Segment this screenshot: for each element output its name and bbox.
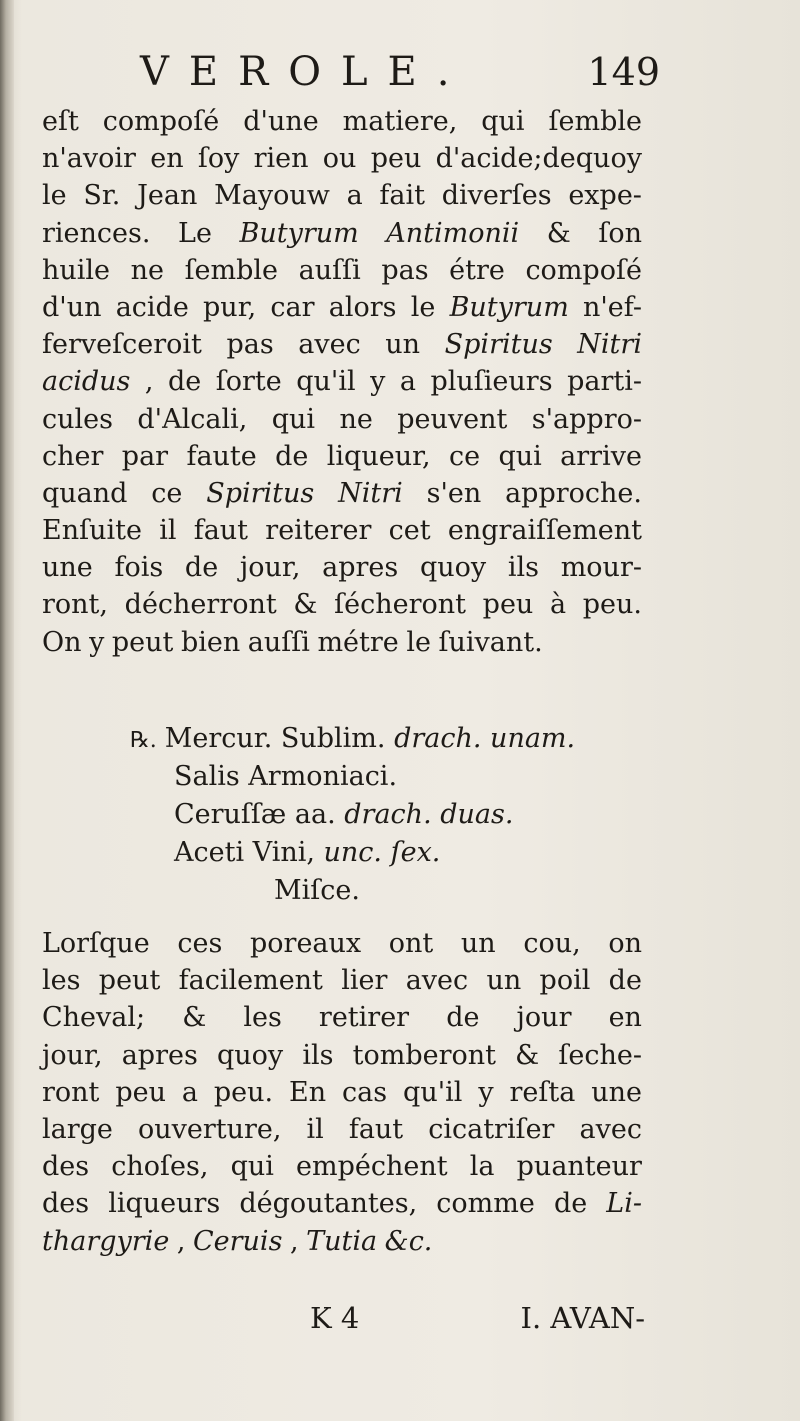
word: Nitri xyxy=(338,477,403,509)
word: un xyxy=(460,928,496,959)
word: la xyxy=(469,1151,495,1183)
word: Cheval; xyxy=(42,1002,146,1034)
word: eſt xyxy=(42,106,79,137)
word: quoy xyxy=(216,1039,284,1071)
word: qui xyxy=(271,403,316,435)
word: parti- xyxy=(567,366,642,398)
text-line xyxy=(42,475,642,512)
text-line xyxy=(42,289,642,326)
word: rien xyxy=(253,143,309,175)
word: y xyxy=(89,626,105,658)
word: , xyxy=(176,1225,186,1257)
text-line xyxy=(42,512,642,549)
word: reiterer xyxy=(265,515,372,547)
text-line xyxy=(42,103,642,140)
word: expe- xyxy=(568,180,642,212)
word: & xyxy=(293,589,318,621)
text-line xyxy=(42,177,642,214)
word: pur, xyxy=(203,291,257,323)
word: en xyxy=(150,143,184,175)
word: peu xyxy=(370,143,422,175)
word: Enſuite xyxy=(42,515,142,547)
word: ſeche- xyxy=(558,1039,642,1071)
paragraph-1 xyxy=(42,103,642,661)
word: il xyxy=(159,515,177,547)
word: Ceruis xyxy=(193,1225,283,1257)
word: à xyxy=(549,589,567,621)
word: &c. xyxy=(384,1225,433,1257)
word: n'avoir xyxy=(42,143,136,175)
word: de xyxy=(553,1188,588,1220)
text-line xyxy=(42,549,642,586)
word: Spiritus xyxy=(206,477,315,509)
word: cher xyxy=(42,440,104,472)
word: un xyxy=(486,965,522,997)
recipe-misce: Miſce. xyxy=(274,875,360,906)
word: On xyxy=(42,626,82,658)
word: ne xyxy=(130,254,164,286)
word: empéchent xyxy=(296,1151,448,1183)
word: de xyxy=(446,1002,480,1034)
running-title: VEROLE. xyxy=(140,49,470,95)
word: liqueur, xyxy=(326,440,431,472)
word: cou, xyxy=(523,928,581,959)
word: ſon xyxy=(598,217,642,249)
word: thargyrie xyxy=(42,1225,170,1257)
word: car xyxy=(270,291,315,323)
catchword: I. AVAN- xyxy=(520,1301,645,1335)
word: ce xyxy=(151,477,183,509)
word: ſemble xyxy=(548,106,642,137)
word: le xyxy=(406,626,431,658)
word: ſoy xyxy=(197,143,240,175)
recipe-prescription xyxy=(130,720,590,910)
word: & xyxy=(182,1002,207,1034)
word: puanteur xyxy=(516,1151,642,1183)
text-line xyxy=(42,363,642,400)
word: ront xyxy=(42,1076,100,1108)
word: quoy xyxy=(419,552,487,584)
word: pas xyxy=(381,254,429,286)
word: les xyxy=(243,1002,282,1034)
word: des xyxy=(42,1151,90,1183)
text-line xyxy=(42,252,642,289)
signature-mark: K 4 xyxy=(310,1301,360,1335)
word: cicatriſer xyxy=(428,1113,555,1145)
word: décherront xyxy=(124,589,277,621)
word: une xyxy=(591,1076,642,1108)
word: y xyxy=(370,366,386,398)
word: auſſi xyxy=(298,254,361,286)
rx-symbol: ℞. xyxy=(130,728,157,753)
text-line xyxy=(42,624,642,661)
word: dégoutantes, xyxy=(239,1188,418,1220)
word: ſorte xyxy=(215,366,282,398)
text-line xyxy=(42,1074,642,1111)
page-header xyxy=(140,42,660,102)
word: ouverture, xyxy=(137,1113,282,1145)
word: le xyxy=(42,180,67,212)
recipe-dose: unc. ſex. xyxy=(323,837,441,868)
word: qu'il xyxy=(296,366,356,398)
recipe-ingredient: Aceti Vini, xyxy=(174,837,315,868)
word: de xyxy=(184,552,219,584)
word: tomberont xyxy=(352,1039,496,1071)
recipe-dose: drach. unam. xyxy=(394,723,576,754)
word: un xyxy=(385,329,421,361)
recipe-line xyxy=(130,834,590,872)
word: auſſi xyxy=(247,626,310,658)
word: alors xyxy=(328,291,397,323)
word: compoſé xyxy=(525,254,642,286)
word: peu. xyxy=(213,1076,274,1108)
text-line xyxy=(42,1037,642,1074)
word: comme xyxy=(436,1188,535,1220)
word: ont xyxy=(388,928,434,959)
word: En xyxy=(289,1076,327,1108)
word: engraiſſement xyxy=(447,515,642,547)
word: bien xyxy=(180,626,241,658)
word: jour xyxy=(516,1002,572,1034)
word: qui xyxy=(498,440,542,472)
word: approche. xyxy=(505,477,642,509)
word: ferveſceroit xyxy=(42,329,202,361)
word: faute xyxy=(186,440,257,472)
word: ne xyxy=(339,403,373,435)
word: peu xyxy=(115,1076,166,1108)
text-line xyxy=(42,1223,642,1260)
word: & xyxy=(515,1039,540,1071)
word: qui xyxy=(481,106,525,137)
word: ce xyxy=(449,440,481,472)
word: large xyxy=(42,1113,113,1145)
word: Lorſque xyxy=(42,928,150,959)
word: reſta xyxy=(509,1076,576,1108)
text-line xyxy=(42,140,642,177)
recipe-line xyxy=(130,720,590,758)
recipe-ingredient: Mercur. Sublim. xyxy=(164,723,386,754)
word: apres xyxy=(322,552,399,584)
book-spine-shadow xyxy=(0,0,14,1421)
word: d'Alcali, xyxy=(137,403,248,435)
word: qui xyxy=(230,1151,274,1183)
word: Butyrum xyxy=(239,217,359,249)
word: peu xyxy=(482,589,534,621)
word: peut xyxy=(98,965,161,997)
word: d'une xyxy=(243,106,319,137)
word: choſes, xyxy=(111,1151,209,1183)
word: matiere, xyxy=(342,106,458,137)
word: compoſé xyxy=(102,106,220,137)
word: ou xyxy=(322,143,357,175)
word: quand xyxy=(42,477,128,509)
word: s'en xyxy=(426,477,482,509)
word: poreaux xyxy=(250,928,362,959)
word: d'acide;dequoy xyxy=(435,143,642,175)
word: avec xyxy=(579,1113,642,1145)
word: par xyxy=(121,440,169,472)
recipe-ingredient: Ceruſſæ aa. xyxy=(174,799,336,830)
word: cules xyxy=(42,403,113,435)
word: Jean xyxy=(137,180,198,212)
word: avec xyxy=(405,965,469,997)
text-line xyxy=(42,1148,642,1185)
text-line xyxy=(42,925,642,962)
word: huile xyxy=(42,254,111,286)
word: & xyxy=(546,217,571,249)
word: facilement xyxy=(178,965,323,997)
recipe-line xyxy=(130,796,590,834)
word: fois xyxy=(114,552,164,584)
word: ces xyxy=(177,928,223,959)
word: le xyxy=(410,291,436,323)
word: peu. xyxy=(582,589,642,621)
word: poil xyxy=(539,965,591,997)
text-line xyxy=(42,1111,642,1148)
word: on xyxy=(608,928,642,959)
word: ils xyxy=(302,1039,334,1071)
word: étre xyxy=(449,254,505,286)
word: Tutia xyxy=(306,1225,378,1257)
word: Butyrum xyxy=(449,291,569,323)
word: peut xyxy=(111,626,174,658)
word: ront, xyxy=(42,589,108,621)
word: faut xyxy=(348,1113,404,1145)
word: Nitri xyxy=(577,329,642,361)
word: pluſieurs xyxy=(430,366,553,398)
word: acidus xyxy=(42,366,131,398)
word: cet xyxy=(388,515,431,547)
recipe-ingredient: Salis Armoniaci. xyxy=(174,761,398,792)
word: il xyxy=(306,1113,324,1145)
word: Antimonii xyxy=(386,217,520,249)
word: de xyxy=(608,965,642,997)
text-line xyxy=(42,999,642,1036)
word: , xyxy=(289,1225,299,1257)
word: cas xyxy=(342,1076,388,1108)
word: de xyxy=(275,440,309,472)
word: riences. xyxy=(42,217,151,249)
word: en xyxy=(608,1002,642,1034)
text-line xyxy=(42,438,642,475)
word: retirer xyxy=(318,1002,410,1034)
word: jour, xyxy=(42,1039,103,1071)
word: a xyxy=(399,366,416,398)
word: a xyxy=(181,1076,198,1108)
page-number: 149 xyxy=(587,50,660,94)
word: n'ef- xyxy=(583,291,642,323)
word: faut xyxy=(193,515,249,547)
word: Spiritus xyxy=(444,329,553,361)
word: fait xyxy=(379,180,425,212)
word: de xyxy=(167,366,202,398)
word: peuvent xyxy=(397,403,508,435)
word: arrive xyxy=(560,440,642,472)
word: diverſes xyxy=(441,180,552,212)
word: pas xyxy=(226,329,274,361)
word: , xyxy=(144,366,154,398)
text-line xyxy=(42,326,642,363)
text-line xyxy=(42,401,642,438)
word: d'un xyxy=(42,291,102,323)
word: une xyxy=(42,552,93,584)
word: acide xyxy=(115,291,189,323)
word: Mayouw xyxy=(214,180,330,212)
word: des xyxy=(42,1188,90,1220)
word: qu'il xyxy=(403,1076,463,1108)
word: ſuivant. xyxy=(438,626,543,658)
text-line xyxy=(42,586,642,623)
word: jour, xyxy=(239,552,301,584)
word: Le xyxy=(178,217,212,249)
word: liqueurs xyxy=(108,1188,221,1220)
word: s'appro- xyxy=(531,403,642,435)
recipe-dose: drach. duas. xyxy=(344,799,514,830)
word: mour- xyxy=(560,552,642,584)
word: y xyxy=(478,1076,494,1108)
word: ſécheront xyxy=(334,589,466,621)
text-line xyxy=(42,215,642,252)
word: avec xyxy=(298,329,361,361)
word: métre xyxy=(317,626,399,658)
word: Li- xyxy=(606,1188,642,1220)
word: ſemble xyxy=(184,254,279,286)
word: les xyxy=(42,965,81,997)
recipe-line xyxy=(130,872,590,910)
paragraph-2 xyxy=(42,925,642,1260)
word: a xyxy=(346,180,363,212)
text-line xyxy=(42,1185,642,1222)
word: Sr. xyxy=(83,180,121,212)
text-line xyxy=(42,962,642,999)
page-footer xyxy=(310,1298,645,1338)
word: ils xyxy=(507,552,539,584)
word: apres xyxy=(121,1039,198,1071)
word: lier xyxy=(341,965,388,997)
recipe-line xyxy=(130,758,590,796)
